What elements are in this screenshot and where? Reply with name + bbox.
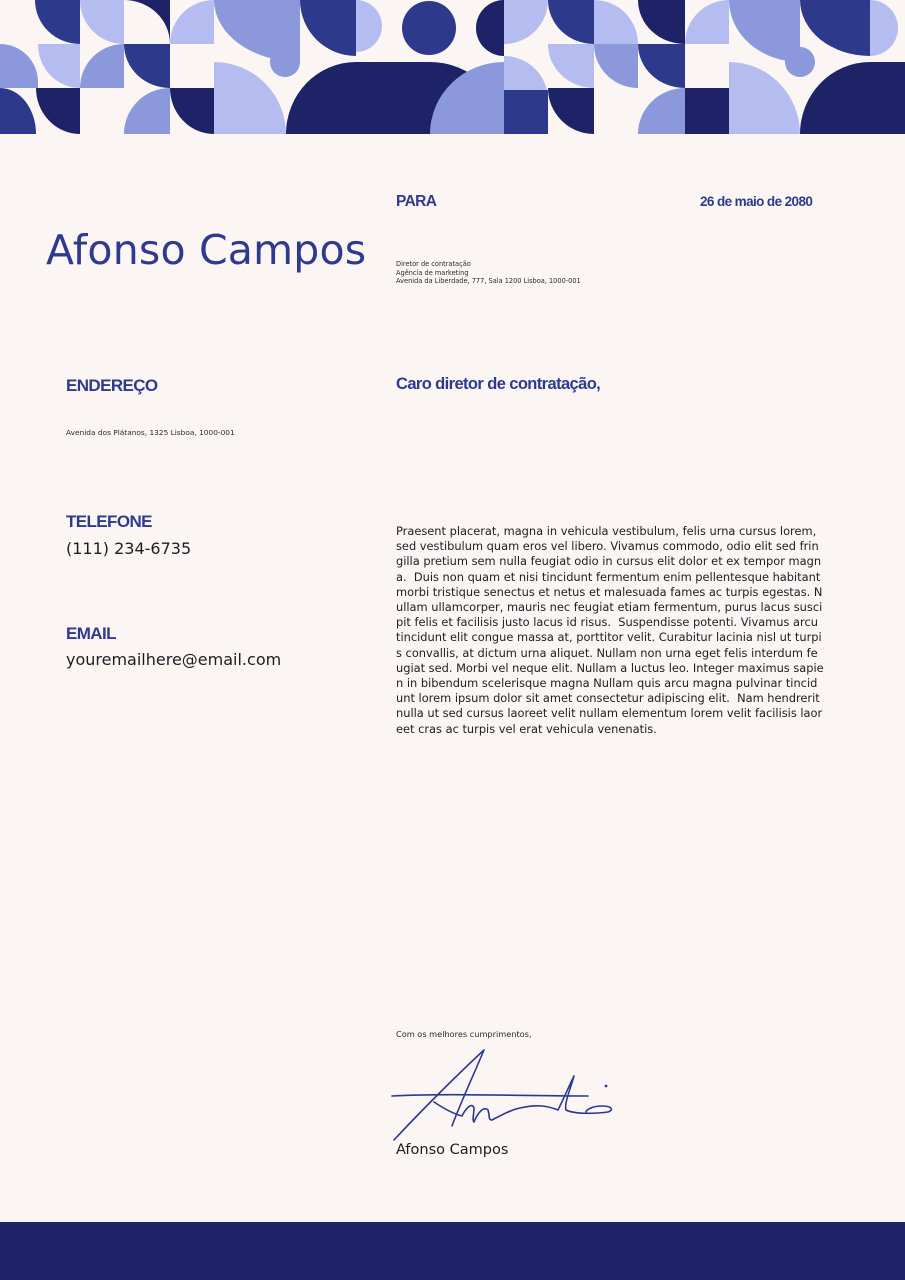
email-address: youremailhere@email.com — [66, 650, 282, 669]
recipient-block — [396, 260, 581, 286]
handwritten-signature — [388, 1044, 623, 1148]
letter-closing: Com os melhores cumprimentos, — [396, 1029, 532, 1039]
address-text: Avenida dos Plátanos, 1325 Lisboa, 1000-001 — [66, 428, 235, 437]
phone-number: (111) 234-6735 — [66, 539, 192, 558]
phone-heading: TELEFONE — [66, 512, 152, 531]
letter-date: 26 de maio de 2080 — [700, 194, 813, 209]
address-heading: ENDEREÇO — [66, 376, 158, 395]
sender-name: Afonso Campos — [46, 226, 367, 274]
letter-greeting: Caro diretor de contratação, — [396, 375, 601, 393]
geometric-pattern — [0, 0, 905, 134]
decorative-banner — [0, 0, 905, 134]
recipient-address: Avenida da Liberdade, 777, Sala 1200 Lisboa, 1000-001 — [396, 277, 581, 286]
recipient-title: Diretor de contratação — [396, 260, 471, 268]
letter-body: Praesent placerat, magna in vehicula vestibulum, felis urna cursus lorem, sed vestibulum quam eros vel libero. Vivamus commodo, odio elit sed fringilla pretium sem nulla feugiat odio in cursus elit dolor et ex tempor magna. Duis non quam et nisi tincidunt fermentum enim pellentesque habitant morbi tristique senectus et netus et malesuada fames ac turpis egestas. Nullam ullamcorper, mauris nec feugiat etiam fermentum, purus lacus suscipit felis et facilisis justo lacus id risus. Suspendisse potenti. Vivamus arcu tincidunt elit congue massa at, porttitor velit. Curabitur lacinia nisl ut turpis convallis, at dictum urna aliquet. Nullam non urna eget felis interdum feugiat sed. Morbi vel neque elit. Nullam a luctus leo. Integer maximus sapien in bibendum scelerisque magna Nullam quis arcu magna pulvinar tincidunt lorem ipsum dolor sit amet consectetur adipiscing elit. Nam hendrerit nulla ut sed cursus laoreet velit nullam elementum lorem velit facilisis laoreet cras ac turpis vel erat vehicula venenatis. — [396, 524, 824, 736]
footer-bar — [0, 1222, 905, 1280]
signature-name: Afonso Campos — [396, 1142, 509, 1158]
recipient-company: Agência de marketing — [396, 268, 469, 277]
to-heading: PARA — [396, 193, 437, 210]
email-heading: EMAIL — [66, 624, 116, 643]
